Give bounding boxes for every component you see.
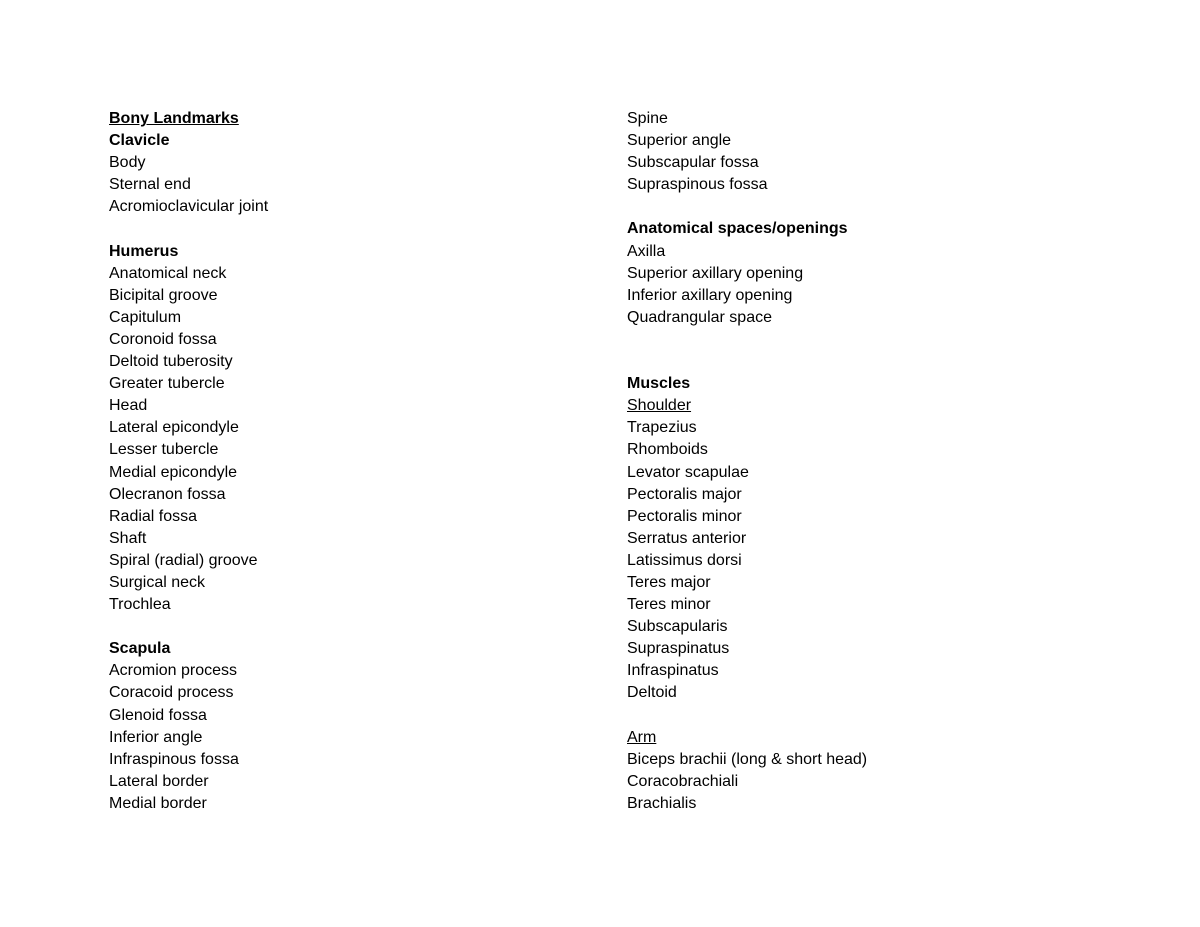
section-heading-muscles: Muscles: [627, 375, 691, 393]
section-heading-clavicle: Clavicle: [109, 132, 170, 150]
spacer: [627, 329, 1127, 351]
list-item: Head: [109, 397, 148, 415]
list-item: Trapezius: [627, 419, 697, 437]
list-item: Latissimus dorsi: [627, 551, 742, 569]
list-item: Axilla: [627, 242, 666, 260]
section-heading-spaces: Anatomical spaces/openings: [627, 220, 848, 238]
list-item: Coracobrachiali: [627, 772, 739, 790]
spacer: [627, 351, 1127, 373]
list-item: Medial border: [109, 794, 207, 812]
list-item: Greater tubercle: [109, 375, 225, 393]
list-item: Inferior angle: [109, 728, 203, 746]
list-item: Spine: [627, 110, 668, 127]
document-title: Bony Landmarks: [109, 110, 239, 127]
right-column: [627, 108, 1127, 815]
list-item: Superior angle: [627, 132, 732, 150]
section-heading-humerus: Humerus: [109, 242, 179, 260]
subheading-shoulder: Shoulder: [627, 397, 692, 415]
list-item: Pectoralis minor: [627, 507, 742, 525]
list-item: Subscapularis: [627, 618, 728, 636]
spacer: [109, 218, 589, 240]
list-item: Radial fossa: [109, 507, 198, 525]
list-item: Quadrangular space: [627, 308, 772, 326]
list-item: Serratus anterior: [627, 529, 747, 547]
list-item: Infraspinous fossa: [109, 750, 239, 768]
list-item: Levator scapulae: [627, 463, 749, 481]
list-item: Trochlea: [109, 596, 171, 614]
list-item: Coronoid fossa: [109, 330, 217, 348]
list-item: Acromioclavicular joint: [109, 198, 269, 216]
list-item: Subscapular fossa: [627, 154, 759, 172]
list-item: Deltoid tuberosity: [109, 353, 233, 371]
list-item: Spiral (radial) groove: [109, 551, 258, 569]
list-item: Supraspinatus: [627, 640, 730, 658]
list-item: Glenoid fossa: [109, 706, 207, 724]
list-item: Lateral epicondyle: [109, 419, 239, 437]
left-column: [109, 108, 589, 815]
list-item: Olecranon fossa: [109, 485, 226, 503]
spacer: [627, 705, 1127, 727]
list-item: Anatomical neck: [109, 264, 227, 282]
section-heading-scapula: Scapula: [109, 640, 171, 658]
list-item: Surgical neck: [109, 573, 206, 591]
list-item: Supraspinous fossa: [627, 176, 768, 194]
list-item: Teres minor: [627, 596, 711, 614]
spacer: [109, 616, 589, 638]
list-item: Biceps brachii (long & short head): [627, 750, 868, 768]
list-item: Brachialis: [627, 794, 697, 812]
list-item: Shaft: [109, 529, 147, 547]
list-item: Body: [109, 154, 146, 172]
list-item: Rhomboids: [627, 441, 708, 459]
list-item: Medial epicondyle: [109, 463, 238, 481]
list-item: Pectoralis major: [627, 485, 742, 503]
list-item: Superior axillary opening: [627, 264, 804, 282]
list-item: Inferior axillary opening: [627, 286, 793, 304]
list-item: Lesser tubercle: [109, 441, 219, 459]
list-item: Bicipital groove: [109, 286, 218, 304]
list-item: Coracoid process: [109, 684, 234, 702]
spacer: [627, 196, 1127, 218]
list-item: Deltoid: [627, 684, 677, 702]
list-item: Teres major: [627, 573, 711, 591]
list-item: Acromion process: [109, 662, 238, 680]
list-item: Capitulum: [109, 308, 182, 326]
list-item: Sternal end: [109, 176, 191, 194]
list-item: Infraspinatus: [627, 662, 719, 680]
subheading-arm: Arm: [627, 728, 657, 746]
list-item: Lateral border: [109, 772, 209, 790]
